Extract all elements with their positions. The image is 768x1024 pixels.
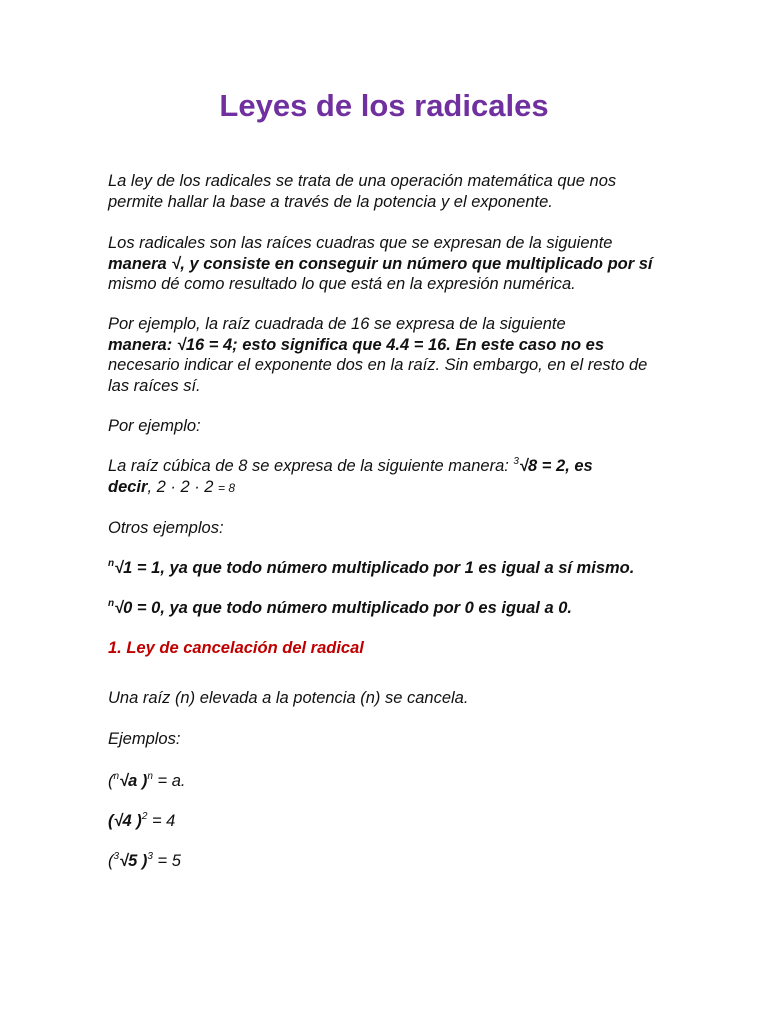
definition-line-1: Los radicales son las raíces cuadras que se expresan de la siguiente xyxy=(108,234,613,252)
formula-1 xyxy=(108,771,668,792)
root-of-zero-text: √0 = 0, ya que todo número multiplicado por 0 es igual a 0. xyxy=(114,599,572,617)
cube-root-paragraph xyxy=(108,456,668,498)
definition-line-2: manera √, y consiste en conseguir un número que multiplicado por sí xyxy=(108,254,653,273)
formula-1-exponent: n xyxy=(147,770,153,782)
definition-line-3: mismo dé como resultado lo que está en la expresión numérica. xyxy=(108,275,576,293)
index-n: n xyxy=(108,597,115,609)
example-line-3: necesario indicar el exponente dos en la raíz. Sin embargo, en el resto de las raíces sí. xyxy=(108,356,648,395)
example-root-of-zero xyxy=(108,598,668,619)
decir-word: decir xyxy=(108,477,148,496)
formula-3-root: √5 ) xyxy=(119,852,148,870)
formula-1-root: √a ) xyxy=(119,772,148,790)
index-n: n xyxy=(108,557,115,569)
cube-root-text: La raíz cúbica de 8 se expresa de la siguiente manera: xyxy=(108,457,514,475)
por-ejemplo-label: Por ejemplo: xyxy=(108,417,201,435)
formula-3-index: 3 xyxy=(113,850,120,862)
formula-3 xyxy=(108,851,668,872)
otros-ejemplos-label: Otros ejemplos: xyxy=(108,519,224,537)
formula-1-eq: = a. xyxy=(152,772,186,790)
page-title: Leyes de los radicales xyxy=(219,88,549,123)
section-heading-cancelation xyxy=(108,638,668,659)
formula-3-open: ( xyxy=(108,852,114,870)
formula-3-eq: = 5 xyxy=(152,852,181,870)
product-text: , 2 · 2 · 2 xyxy=(147,477,219,496)
radicals-definition-paragraph xyxy=(108,233,668,295)
example-manera: manera: √ xyxy=(108,335,186,354)
root-of-one-text: √1 = 1, ya que todo número multiplicado por 1 es igual a sí mismo. xyxy=(114,559,635,577)
cube-root-result: √8 = 2, es xyxy=(518,457,593,475)
section-heading-text: 1. Ley de cancelación del radical xyxy=(108,639,364,657)
formula-1-index: n xyxy=(113,770,120,782)
formula-1-open: ( xyxy=(108,772,114,790)
cube-index: 3 xyxy=(513,455,519,467)
example-line-1: Por ejemplo, la raíz cuadrada de 16 se expresa de la siguiente xyxy=(108,315,566,333)
square-root-example-paragraph xyxy=(108,314,668,396)
product-result: = 8 xyxy=(218,480,236,495)
intro-paragraph: La ley de los radicales se trata de una operación matemática que nos permite hallar la base a través de la potencia y el exponente. xyxy=(108,172,617,211)
formula-2 xyxy=(108,811,668,832)
formula-2-exponent: 2 xyxy=(141,810,148,822)
ejemplos-label: Ejemplos: xyxy=(108,730,181,748)
formula-2-root: (√4 ) xyxy=(108,812,142,830)
law-description: Una raíz (n) elevada a la potencia (n) se cancela. xyxy=(108,689,469,707)
formula-2-eq: = 4 xyxy=(147,812,176,830)
formula-3-exponent: 3 xyxy=(147,850,153,862)
example-root-of-one xyxy=(108,558,688,579)
example-line-2: 16 = 4; esto significa que 4.4 = 16. En este caso no es xyxy=(185,335,605,354)
